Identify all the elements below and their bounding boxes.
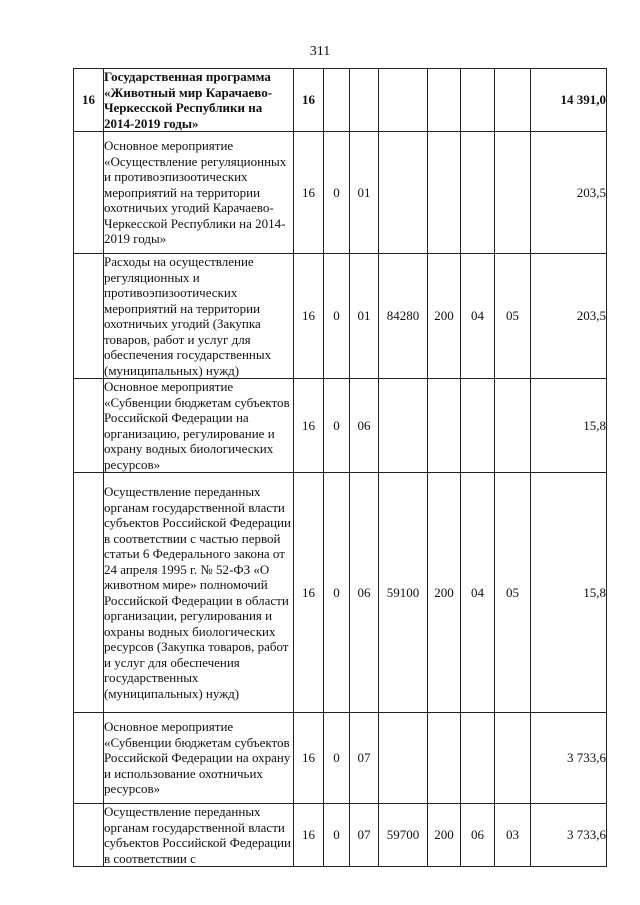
row-name-cell: Основное мероприятие «Субвенции бюджетам субъектов Российской Федерации на организацию, регулирование и охрану водных биологических ресурсов»: [104, 379, 294, 473]
main-event-code-cell: 06: [350, 379, 379, 473]
section-cell: [461, 713, 495, 804]
subprogram-code-cell: [324, 69, 350, 132]
main-event-code-cell: [350, 69, 379, 132]
direction-code-cell: 84280: [379, 254, 428, 379]
table-row: [74, 254, 607, 379]
expense-type-cell: 200: [428, 473, 461, 713]
page-number: 311: [309, 44, 331, 59]
row-name-cell: Государственная программа «Животный мир Карачаево-Черкесской Республики на 2014-2019 годы»: [104, 69, 294, 132]
row-number-cell: [74, 473, 104, 713]
expense-type-cell: [428, 69, 461, 132]
direction-code-cell: 59700: [379, 804, 428, 867]
table-row: [74, 132, 607, 254]
table-row: [74, 473, 607, 713]
row-name-cell: Основное мероприятие «Субвенции бюджетам субъектов Российской Федерации на охрану и использование охотничьих ресурсов»: [104, 713, 294, 804]
section-cell: 04: [461, 254, 495, 379]
expense-type-cell: [428, 132, 461, 254]
row-name-cell: Основное мероприятие «Осуществление регуляционных и противоэпизоотических мероприятий на территории охотничьих угодий Карачаево-Черкесской Республики на 2014-2019 годы»: [104, 132, 294, 254]
amount-cell: 14 391,0: [531, 69, 607, 132]
row-name-cell: Расходы на осуществление регуляционных и противоэпизоотических мероприятий на территории охотничьих угодий (Закупка товаров, работ и услуг для обеспечения государственных (муниципальных) нужд): [104, 254, 294, 379]
amount-cell: 15,8: [531, 473, 607, 713]
direction-code-cell: [379, 379, 428, 473]
program-code-cell: 16: [294, 473, 324, 713]
subprogram-code-cell: 0: [324, 804, 350, 867]
amount-cell: 3 733,6: [531, 713, 607, 804]
direction-code-cell: 59100: [379, 473, 428, 713]
program-code-cell: 16: [294, 69, 324, 132]
section-cell: [461, 132, 495, 254]
amount-cell: 203,5: [531, 254, 607, 379]
subprogram-code-cell: 0: [324, 379, 350, 473]
subprogram-code-cell: 0: [324, 473, 350, 713]
direction-code-cell: [379, 69, 428, 132]
subprogram-code-cell: 0: [324, 713, 350, 804]
subsection-cell: 05: [495, 473, 531, 713]
row-number-cell: [74, 132, 104, 254]
main-event-code-cell: 07: [350, 804, 379, 867]
table-row: [74, 379, 607, 473]
main-event-code-cell: 07: [350, 713, 379, 804]
direction-code-cell: [379, 713, 428, 804]
expense-type-cell: [428, 379, 461, 473]
expense-type-cell: [428, 713, 461, 804]
section-cell: [461, 379, 495, 473]
section-cell: [461, 69, 495, 132]
table-row: [74, 69, 607, 132]
subsection-cell: [495, 132, 531, 254]
amount-cell: 203,5: [531, 132, 607, 254]
main-event-code-cell: 01: [350, 254, 379, 379]
program-code-cell: 16: [294, 804, 324, 867]
subsection-cell: [495, 379, 531, 473]
subprogram-code-cell: 0: [324, 254, 350, 379]
row-name-cell: Осуществление переданных органам государственной власти субъектов Российской Федерации в соответствии с частью первой статьи 6 Федерального закона от 24 апреля 1995 г. № 52-ФЗ «О животном мире» полномочий Российской Федерации в области организации, регулирования и охраны водных биологических ресурсов (Закупка товаров, работ и услуг для обеспечения государственных (муниципальных) нужд): [104, 473, 294, 713]
main-event-code-cell: 01: [350, 132, 379, 254]
program-code-cell: 16: [294, 254, 324, 379]
row-number-cell: [74, 804, 104, 867]
amount-cell: 15,8: [531, 379, 607, 473]
section-cell: 04: [461, 473, 495, 713]
subsection-cell: [495, 713, 531, 804]
expense-type-cell: 200: [428, 804, 461, 867]
subsection-cell: [495, 69, 531, 132]
budget-table: [73, 68, 607, 867]
table-row: [74, 804, 607, 867]
table-row: [74, 713, 607, 804]
section-cell: 06: [461, 804, 495, 867]
main-event-code-cell: 06: [350, 473, 379, 713]
row-number-cell: 16: [74, 69, 104, 132]
row-number-cell: [74, 379, 104, 473]
subsection-cell: 05: [495, 254, 531, 379]
row-name-cell: Осуществление переданных органам государственной власти субъектов Российской Федерации в соответствии с: [104, 804, 294, 867]
amount-cell: 3 733,6: [531, 804, 607, 867]
row-number-cell: [74, 713, 104, 804]
direction-code-cell: [379, 132, 428, 254]
program-code-cell: 16: [294, 132, 324, 254]
subprogram-code-cell: 0: [324, 132, 350, 254]
program-code-cell: 16: [294, 713, 324, 804]
subsection-cell: 03: [495, 804, 531, 867]
expense-type-cell: 200: [428, 254, 461, 379]
row-number-cell: [74, 254, 104, 379]
program-code-cell: 16: [294, 379, 324, 473]
